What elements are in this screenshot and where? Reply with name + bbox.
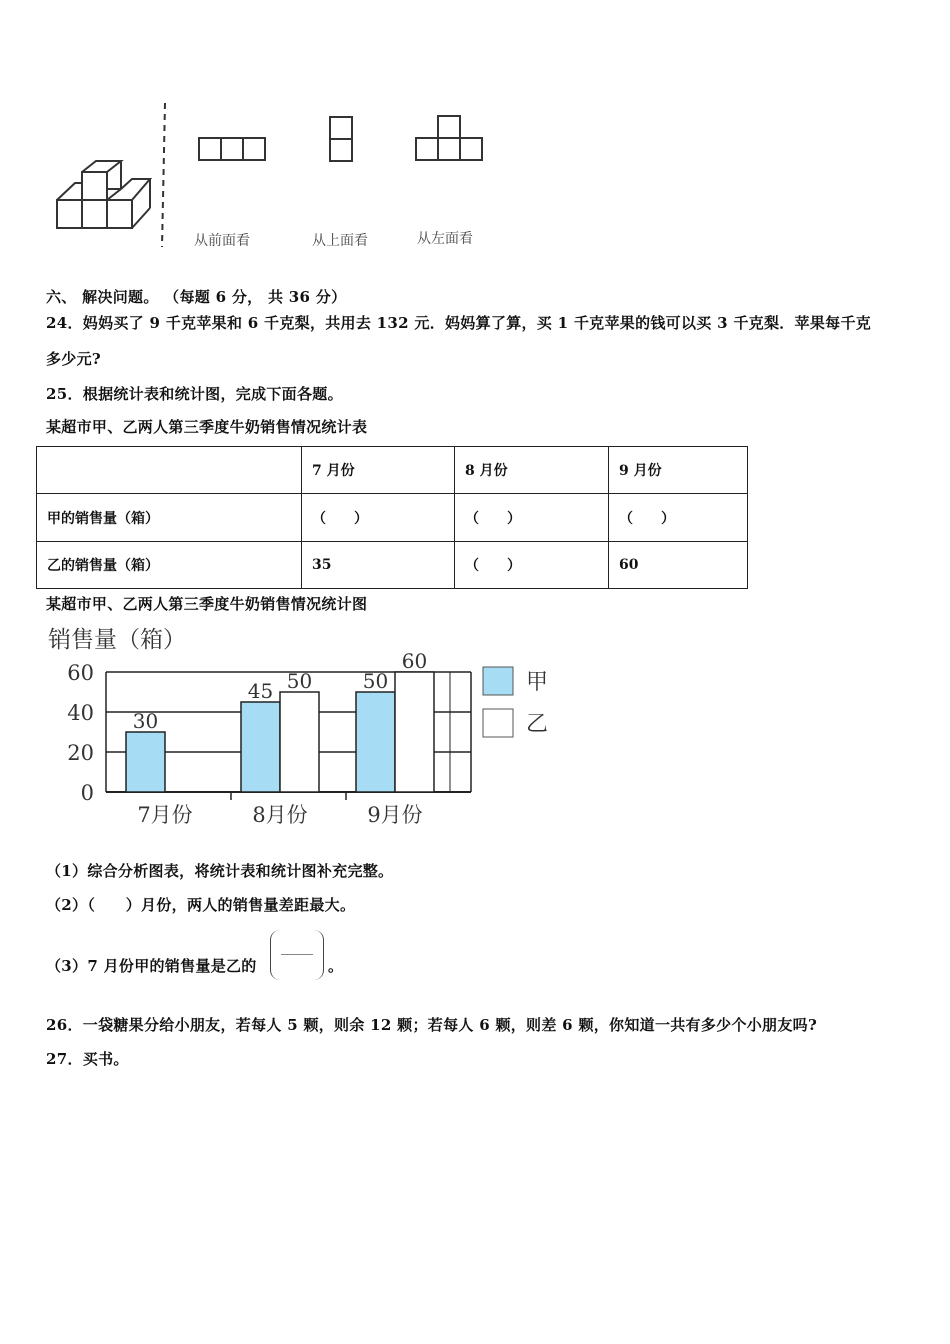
table-header-row: [37, 447, 748, 494]
bar-甲: [241, 702, 280, 792]
y-tick-label: 40: [67, 701, 94, 725]
top-view-label: 从上面看: [312, 233, 368, 249]
table-header-cell: 8 月份: [455, 447, 609, 494]
table-header-cell: 9 月份: [609, 447, 748, 494]
chart-title: 某超市甲、乙两人第三季度牛奶销售情况统计图: [46, 595, 368, 613]
table-row: [37, 494, 748, 542]
cube-stack-drawing: [57, 161, 150, 228]
q26-text: 26．一袋糖果分给小朋友，若每人 5 颗，则余 12 颗；若每人 6 颗，则差 6 颗，你知道一共有多少个小朋友吗?: [46, 1016, 818, 1034]
data-label: 50: [286, 669, 313, 693]
top-view-drawing: [330, 117, 352, 161]
bar-甲: [356, 692, 395, 792]
legend-label: 乙: [526, 712, 549, 737]
y-tick-label: 20: [67, 741, 94, 765]
x-category-label: 8月份: [252, 803, 308, 827]
table-cell: （ ）: [455, 494, 609, 542]
bar-乙: [280, 692, 319, 792]
q25-sub2: （2）（ ）月份，两人的销售量差距最大。: [46, 896, 356, 914]
legend-label: 甲: [526, 670, 549, 695]
table-header-cell: [37, 447, 302, 494]
y-tick-label: 60: [67, 661, 94, 685]
q27-text: 27．买书。: [46, 1050, 129, 1068]
front-view-label: 从前面看: [194, 233, 250, 249]
y-tick-label: 0: [80, 781, 94, 805]
chart-ylabel: 销售量（箱）: [48, 627, 186, 653]
q25-sub1: （1）综合分析图表，将统计表和统计图补充完整。: [46, 862, 394, 880]
q24-line1: 24．妈妈买了 9 千克苹果和 6 千克梨，共用去 132 元．妈妈算了算，买 1 千克苹果的钱可以买 3 千克梨．苹果每千克: [46, 314, 872, 332]
table-cell: 甲的销售量（箱）: [37, 494, 302, 542]
left-view-drawing: [416, 116, 482, 160]
stat-table: [36, 446, 748, 589]
bar-乙: [395, 672, 434, 792]
q25-sub3-end: 。: [328, 957, 344, 975]
x-category-label: 9月份: [367, 803, 423, 827]
table-title: 某超市甲、乙两人第三季度牛奶销售情况统计表: [46, 418, 368, 436]
table-row: [37, 542, 748, 589]
bar-甲: [126, 732, 165, 792]
left-view-label: 从左面看: [417, 231, 473, 247]
data-label: 30: [132, 709, 159, 733]
section-heading: 六、 解决问题。 （每题 6 分， 共 36 分）: [46, 288, 347, 306]
legend-swatch-乙: [483, 709, 513, 737]
table-cell: （ ）: [302, 494, 455, 542]
x-category-label: 7月份: [137, 803, 193, 827]
table-cell: （ ）: [609, 494, 748, 542]
q24-line2: 多少元?: [46, 350, 101, 368]
table-header-cell: 7 月份: [302, 447, 455, 494]
q25-intro: 25．根据统计表和统计图，完成下面各题。: [46, 385, 343, 403]
data-label: 50: [362, 669, 389, 693]
bar-chart: [40, 620, 560, 830]
legend-swatch-甲: [483, 667, 513, 695]
q25-sub3: （3）7 月份甲的销售量是乙的: [46, 957, 257, 975]
fraction-answer-box[interactable]: [270, 930, 324, 980]
table-cell: （ ）: [455, 542, 609, 589]
dashed-separator: [162, 103, 165, 247]
table-cell: 35: [302, 542, 455, 589]
fraction-bar: [281, 954, 313, 955]
data-label: 60: [401, 649, 428, 673]
front-view-drawing: [199, 138, 265, 160]
table-cell: 乙的销售量（箱）: [37, 542, 302, 589]
data-label: 45: [247, 679, 274, 703]
table-cell: 60: [609, 542, 748, 589]
